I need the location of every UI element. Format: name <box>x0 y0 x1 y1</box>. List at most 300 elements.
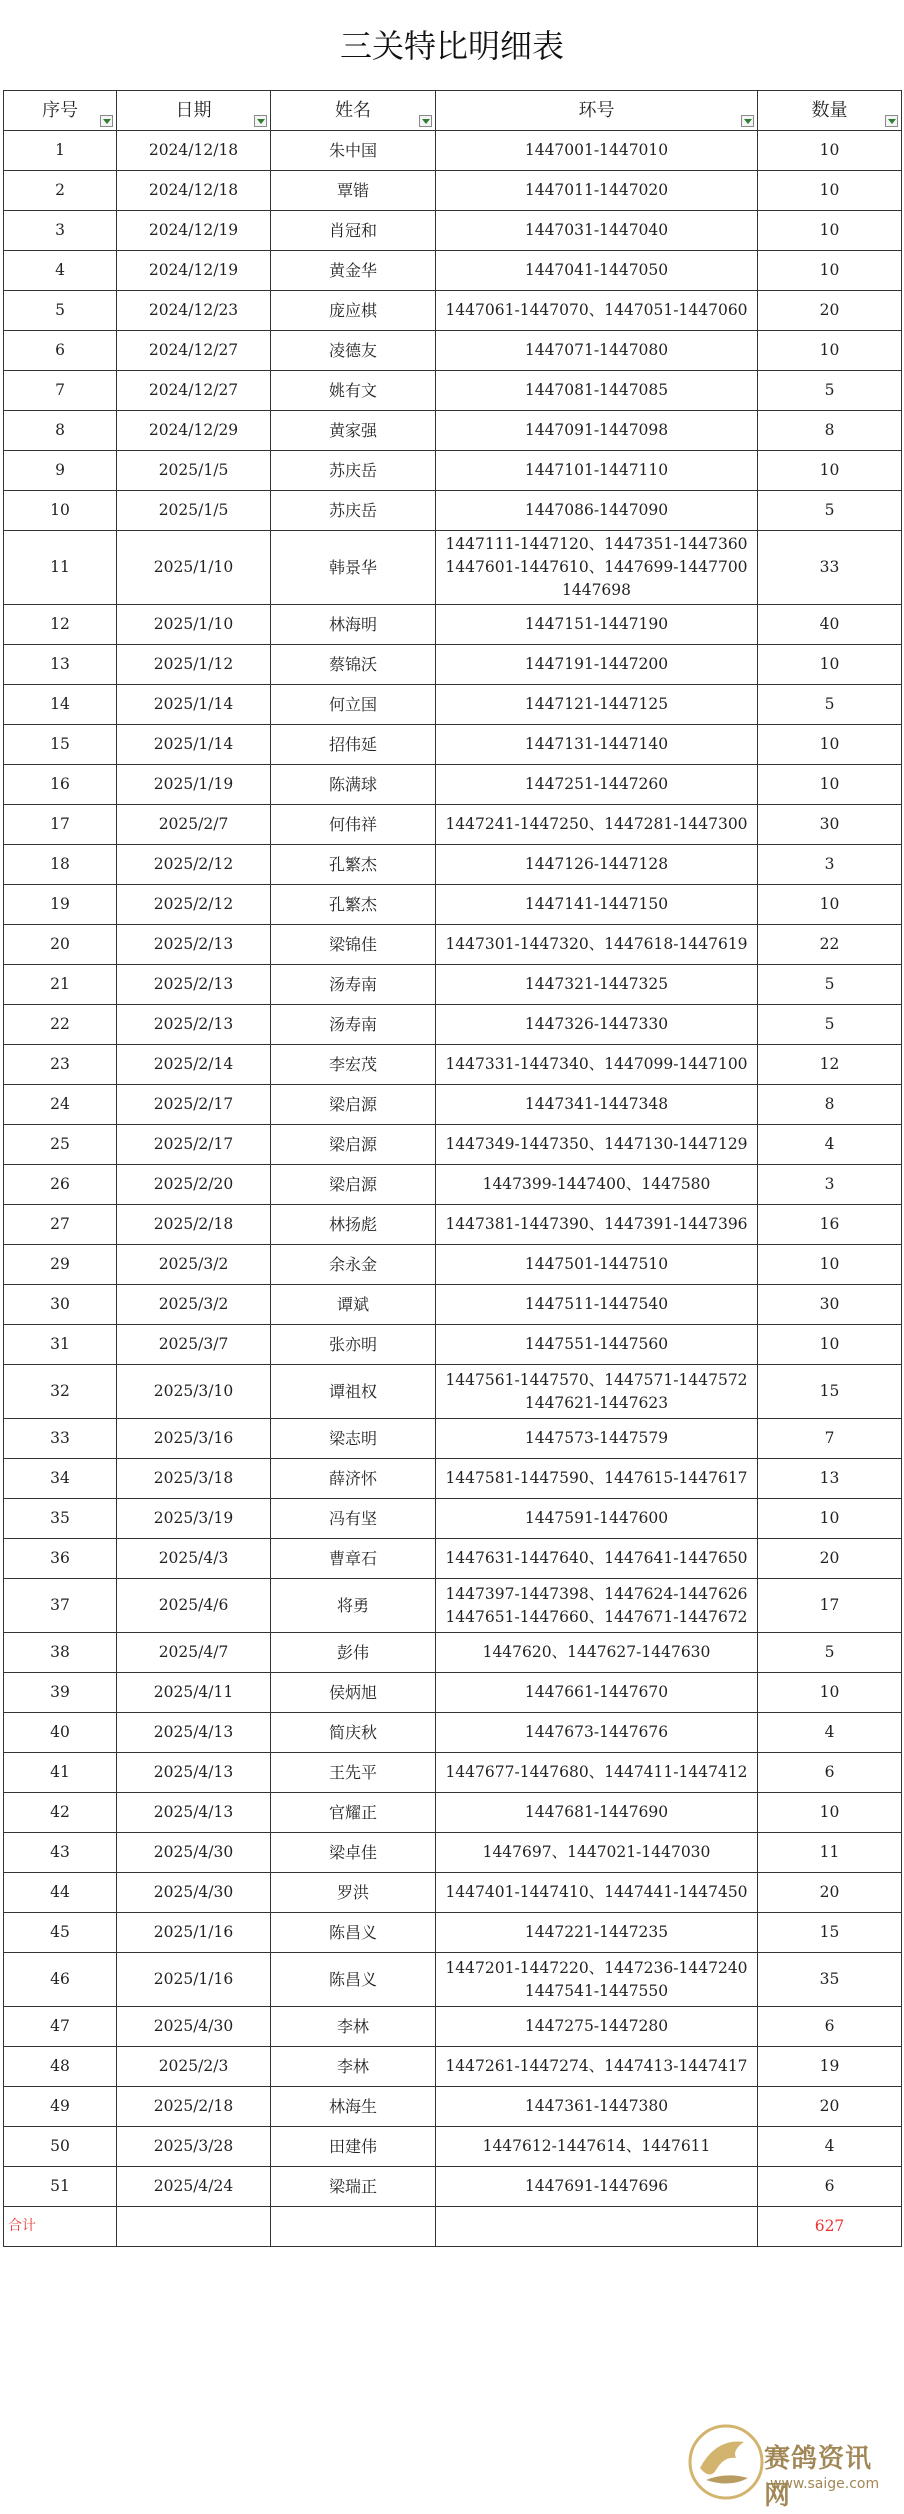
table-row <box>4 2007 902 2047</box>
qty-cell: 33 <box>758 531 902 605</box>
ring-cell <box>436 291 758 331</box>
qty-cell: 30 <box>758 1285 902 1325</box>
table-row <box>4 1913 902 1953</box>
seq-cell: 6 <box>4 331 117 371</box>
date-cell: 2025/4/3 <box>117 1539 271 1579</box>
table-row <box>4 1873 902 1913</box>
name-cell: 彭伟 <box>271 1633 436 1673</box>
table-row <box>4 1459 902 1499</box>
ring-cell <box>436 411 758 451</box>
seq-cell: 2 <box>4 171 117 211</box>
ring-cell <box>436 371 758 411</box>
table-row <box>4 1045 902 1085</box>
date-cell: 2025/2/12 <box>117 845 271 885</box>
date-cell: 2024/12/27 <box>117 331 271 371</box>
name-cell: 朱中国 <box>271 131 436 171</box>
name-cell: 姚有文 <box>271 371 436 411</box>
ring-line: 1447111-1447120、1447351-1447360 <box>445 535 748 553</box>
date-cell: 2025/4/7 <box>117 1633 271 1673</box>
table-row <box>4 1713 902 1753</box>
total-qty: 627 <box>758 2207 902 2247</box>
ring-line: 1447151-1447190 <box>524 615 669 633</box>
ring-line: 1447086-1447090 <box>524 501 669 519</box>
qty-cell: 4 <box>758 1125 902 1165</box>
date-cell: 2025/3/10 <box>117 1365 271 1419</box>
qty-cell: 20 <box>758 1539 902 1579</box>
ring-line: 1447191-1447200 <box>524 655 669 673</box>
ring-cell <box>436 1125 758 1165</box>
filter-dropdown-icon[interactable] <box>885 115 898 127</box>
ring-cell <box>436 1499 758 1539</box>
total-label: 合计 <box>4 2207 117 2247</box>
name-cell: 余永金 <box>271 1245 436 1285</box>
table-row <box>4 1579 902 1633</box>
ring-cell <box>436 1793 758 1833</box>
qty-cell: 5 <box>758 1633 902 1673</box>
header-name <box>271 91 436 131</box>
ring-cell <box>436 491 758 531</box>
ring-cell <box>436 1833 758 1873</box>
date-cell: 2024/12/18 <box>117 131 271 171</box>
ring-line: 1447241-1447250、1447281-1447300 <box>445 815 748 833</box>
ring-cell <box>436 805 758 845</box>
qty-cell: 6 <box>758 1753 902 1793</box>
qty-cell: 6 <box>758 2007 902 2047</box>
name-cell: 将勇 <box>271 1579 436 1633</box>
total-empty-cell <box>117 2207 271 2247</box>
name-cell: 覃锴 <box>271 171 436 211</box>
ring-line: 1447691-1447696 <box>524 2177 669 2195</box>
date-cell: 2025/3/2 <box>117 1245 271 1285</box>
ring-line: 1447275-1447280 <box>524 2017 669 2035</box>
ring-line: 1447041-1447050 <box>524 261 669 279</box>
seq-cell: 1 <box>4 131 117 171</box>
seq-cell: 7 <box>4 371 117 411</box>
table-row <box>4 1539 902 1579</box>
ring-cell <box>436 251 758 291</box>
ring-cell <box>436 1633 758 1673</box>
table-row <box>4 1085 902 1125</box>
name-cell: 李宏茂 <box>271 1045 436 1085</box>
qty-cell: 4 <box>758 2127 902 2167</box>
watermark <box>686 2418 896 2510</box>
date-cell: 2025/1/14 <box>117 725 271 765</box>
name-cell: 林扬彪 <box>271 1205 436 1245</box>
ring-line: 1447011-1447020 <box>524 181 669 199</box>
ring-line: 1447001-1447010 <box>524 141 669 159</box>
table-row <box>4 171 902 211</box>
header-row <box>4 91 902 131</box>
name-cell: 黄家强 <box>271 411 436 451</box>
ring-cell <box>436 845 758 885</box>
date-cell: 2024/12/19 <box>117 211 271 251</box>
name-cell: 汤寿南 <box>271 1005 436 1045</box>
seq-cell: 44 <box>4 1873 117 1913</box>
qty-cell: 10 <box>758 251 902 291</box>
table-row <box>4 1633 902 1673</box>
name-cell: 梁锦佳 <box>271 925 436 965</box>
ring-line: 1447612-1447614、1447611 <box>482 2137 711 2155</box>
table-row <box>4 411 902 451</box>
name-cell: 梁志明 <box>271 1419 436 1459</box>
header-date-label: 日期 <box>175 100 212 121</box>
table-row <box>4 765 902 805</box>
table-row <box>4 1419 902 1459</box>
name-cell: 苏庆岳 <box>271 491 436 531</box>
table-row <box>4 1953 902 2007</box>
name-cell: 梁卓佳 <box>271 1833 436 1873</box>
table-row <box>4 371 902 411</box>
date-cell: 2025/2/14 <box>117 1045 271 1085</box>
ring-line: 1447326-1447330 <box>524 1015 669 1033</box>
name-cell: 肖冠和 <box>271 211 436 251</box>
qty-cell: 10 <box>758 211 902 251</box>
name-cell: 梁瑞正 <box>271 2167 436 2207</box>
name-cell: 陈满球 <box>271 765 436 805</box>
name-cell: 韩景华 <box>271 531 436 605</box>
date-cell: 2025/3/19 <box>117 1499 271 1539</box>
table-row <box>4 1499 902 1539</box>
date-cell: 2025/3/16 <box>117 1419 271 1459</box>
ring-line: 1447501-1447510 <box>524 1255 669 1273</box>
seq-cell: 3 <box>4 211 117 251</box>
ring-cell <box>436 2087 758 2127</box>
qty-cell: 5 <box>758 685 902 725</box>
table-row <box>4 1165 902 1205</box>
seq-cell: 42 <box>4 1793 117 1833</box>
table-row <box>4 965 902 1005</box>
seq-cell: 38 <box>4 1633 117 1673</box>
seq-cell: 32 <box>4 1365 117 1419</box>
date-cell: 2024/12/18 <box>117 171 271 211</box>
ring-cell <box>436 1673 758 1713</box>
dove-logo-icon <box>686 2418 764 2506</box>
date-cell: 2024/12/23 <box>117 291 271 331</box>
date-cell: 2025/2/13 <box>117 965 271 1005</box>
header-seq <box>4 91 117 131</box>
date-cell: 2025/1/14 <box>117 685 271 725</box>
ring-cell <box>436 685 758 725</box>
table-row <box>4 451 902 491</box>
qty-cell: 19 <box>758 2047 902 2087</box>
ring-line: 1447031-1447040 <box>524 221 669 239</box>
ring-line: 1447201-1447220、1447236-1447240 <box>445 1958 748 1977</box>
ring-cell <box>436 1459 758 1499</box>
ring-cell <box>436 725 758 765</box>
table-row <box>4 925 902 965</box>
table-row <box>4 251 902 291</box>
ring-cell <box>436 645 758 685</box>
name-cell: 梁启源 <box>271 1165 436 1205</box>
seq-cell: 51 <box>4 2167 117 2207</box>
qty-cell: 22 <box>758 925 902 965</box>
date-cell: 2025/1/5 <box>117 451 271 491</box>
qty-cell: 17 <box>758 1579 902 1633</box>
qty-cell: 20 <box>758 2087 902 2127</box>
ring-line: 1447221-1447235 <box>524 1923 669 1941</box>
ring-cell <box>436 2047 758 2087</box>
qty-cell: 3 <box>758 845 902 885</box>
date-cell: 2025/1/10 <box>117 605 271 645</box>
date-cell: 2024/12/29 <box>117 411 271 451</box>
name-cell: 何立国 <box>271 685 436 725</box>
header-date <box>117 91 271 131</box>
header-qty-label: 数量 <box>811 100 848 121</box>
seq-cell: 29 <box>4 1245 117 1285</box>
header-ring <box>436 91 758 131</box>
ring-line: 1447541-1447550 <box>524 1981 669 2000</box>
seq-cell: 30 <box>4 1285 117 1325</box>
seq-cell: 10 <box>4 491 117 531</box>
ring-line: 1447061-1447070、1447051-1447060 <box>445 301 748 319</box>
ring-line: 1447301-1447320、1447618-1447619 <box>445 935 748 953</box>
seq-cell: 21 <box>4 965 117 1005</box>
header-seq-label: 序号 <box>42 100 78 121</box>
qty-cell: 8 <box>758 411 902 451</box>
date-cell: 2025/2/7 <box>117 805 271 845</box>
ring-cell <box>436 171 758 211</box>
qty-cell: 5 <box>758 1005 902 1045</box>
ring-cell <box>436 1713 758 1753</box>
name-cell: 谭斌 <box>271 1285 436 1325</box>
seq-cell: 43 <box>4 1833 117 1873</box>
seq-cell: 22 <box>4 1005 117 1045</box>
seq-cell: 26 <box>4 1165 117 1205</box>
seq-cell: 18 <box>4 845 117 885</box>
ring-line: 1447121-1447125 <box>524 695 669 713</box>
ring-cell <box>436 531 758 605</box>
table-row <box>4 211 902 251</box>
name-cell: 薛济怀 <box>271 1459 436 1499</box>
ring-line: 1447091-1447098 <box>524 421 669 439</box>
filter-dropdown-icon[interactable] <box>254 115 267 127</box>
date-cell: 2025/4/13 <box>117 1713 271 1753</box>
qty-cell: 3 <box>758 1165 902 1205</box>
ring-line: 1447511-1447540 <box>524 1295 669 1313</box>
seq-cell: 19 <box>4 885 117 925</box>
qty-cell: 10 <box>758 331 902 371</box>
ring-line: 1447677-1447680、1447411-1447412 <box>445 1763 748 1781</box>
date-cell: 2024/12/27 <box>117 371 271 411</box>
seq-cell: 23 <box>4 1045 117 1085</box>
name-cell: 梁启源 <box>271 1085 436 1125</box>
ring-line: 1447601-1447610、1447699-1447700 <box>445 558 748 576</box>
filter-dropdown-icon[interactable] <box>741 115 754 127</box>
ring-cell <box>436 1419 758 1459</box>
name-cell: 曹章石 <box>271 1539 436 1579</box>
date-cell: 2025/1/16 <box>117 1913 271 1953</box>
qty-cell: 12 <box>758 1045 902 1085</box>
table-row <box>4 1753 902 1793</box>
name-cell: 王先平 <box>271 1753 436 1793</box>
date-cell: 2025/2/18 <box>117 2087 271 2127</box>
seq-cell: 25 <box>4 1125 117 1165</box>
qty-cell: 16 <box>758 1205 902 1245</box>
ring-cell <box>436 1285 758 1325</box>
ring-line: 1447551-1447560 <box>524 1335 669 1353</box>
date-cell: 2025/3/28 <box>117 2127 271 2167</box>
table-row <box>4 1833 902 1873</box>
qty-cell: 10 <box>758 765 902 805</box>
ring-line: 1447321-1447325 <box>524 975 669 993</box>
ring-line: 1447349-1447350、1447130-1447129 <box>445 1135 748 1153</box>
ring-cell <box>436 1045 758 1085</box>
ring-cell <box>436 1005 758 1045</box>
table-row <box>4 2087 902 2127</box>
ring-line: 1447681-1447690 <box>524 1803 669 1821</box>
table-row <box>4 291 902 331</box>
seq-cell: 5 <box>4 291 117 331</box>
ring-cell <box>436 1539 758 1579</box>
ring-cell <box>436 1365 758 1419</box>
date-cell: 2025/2/18 <box>117 1205 271 1245</box>
table-row <box>4 1245 902 1285</box>
ring-line: 1447101-1447110 <box>524 461 669 479</box>
name-cell: 李林 <box>271 2007 436 2047</box>
ring-cell <box>436 211 758 251</box>
ring-cell <box>436 1245 758 1285</box>
qty-cell: 5 <box>758 965 902 1005</box>
ring-line: 1447399-1447400、1447580 <box>482 1175 711 1193</box>
total-empty-cell <box>271 2207 436 2247</box>
qty-cell: 8 <box>758 1085 902 1125</box>
ring-line: 1447081-1447085 <box>524 381 669 399</box>
filter-dropdown-icon[interactable] <box>419 115 432 127</box>
ring-line: 1447573-1447579 <box>524 1429 669 1447</box>
date-cell: 2025/1/10 <box>117 531 271 605</box>
table-row <box>4 1285 902 1325</box>
table-row <box>4 805 902 845</box>
date-cell: 2025/1/5 <box>117 491 271 531</box>
name-cell: 庞应棋 <box>271 291 436 331</box>
name-cell: 冯有坚 <box>271 1499 436 1539</box>
name-cell: 田建伟 <box>271 2127 436 2167</box>
ring-cell <box>436 765 758 805</box>
seq-cell: 14 <box>4 685 117 725</box>
ring-cell <box>436 1205 758 1245</box>
qty-cell: 15 <box>758 1365 902 1419</box>
name-cell: 谭祖权 <box>271 1365 436 1419</box>
qty-cell: 10 <box>758 885 902 925</box>
ring-cell <box>436 131 758 171</box>
table-row <box>4 131 902 171</box>
seq-cell: 15 <box>4 725 117 765</box>
ring-cell <box>436 1753 758 1793</box>
date-cell: 2025/1/12 <box>117 645 271 685</box>
table-row <box>4 685 902 725</box>
qty-cell: 10 <box>758 1499 902 1539</box>
ring-line: 1447673-1447676 <box>524 1723 669 1741</box>
seq-cell: 37 <box>4 1579 117 1633</box>
ring-line: 1447071-1447080 <box>524 341 669 359</box>
qty-cell: 15 <box>758 1913 902 1953</box>
ring-cell <box>436 605 758 645</box>
ring-line: 1447621-1447623 <box>524 1393 669 1412</box>
table-row <box>4 2167 902 2207</box>
filter-dropdown-icon[interactable] <box>100 115 113 127</box>
table-row <box>4 2127 902 2167</box>
table-row <box>4 1125 902 1165</box>
table-row <box>4 1365 902 1419</box>
date-cell: 2025/2/13 <box>117 1005 271 1045</box>
ring-line: 1447561-1447570、1447571-1447572 <box>445 1370 748 1389</box>
ring-cell <box>436 331 758 371</box>
qty-cell: 30 <box>758 805 902 845</box>
seq-cell: 11 <box>4 531 117 605</box>
qty-cell: 5 <box>758 491 902 531</box>
name-cell: 汤寿南 <box>271 965 436 1005</box>
date-cell: 2025/1/16 <box>117 1953 271 2007</box>
table-row <box>4 531 902 605</box>
ring-cell <box>436 1913 758 1953</box>
name-cell: 简庆秋 <box>271 1713 436 1753</box>
ring-cell <box>436 1953 758 2007</box>
date-cell: 2025/2/17 <box>117 1125 271 1165</box>
qty-cell: 10 <box>758 1325 902 1365</box>
qty-cell: 7 <box>758 1419 902 1459</box>
ring-line: 1447251-1447260 <box>524 775 669 793</box>
name-cell: 罗洪 <box>271 1873 436 1913</box>
table-row <box>4 645 902 685</box>
seq-cell: 49 <box>4 2087 117 2127</box>
ring-line: 1447331-1447340、1447099-1447100 <box>445 1055 748 1073</box>
ring-line: 1447126-1447128 <box>524 855 669 873</box>
qty-cell: 13 <box>758 1459 902 1499</box>
seq-cell: 50 <box>4 2127 117 2167</box>
table-row <box>4 331 902 371</box>
watermark-name: 赛鸽资讯网 <box>764 2444 873 2511</box>
date-cell: 2025/2/20 <box>117 1165 271 1205</box>
ring-line: 1447341-1447348 <box>524 1095 669 1113</box>
seq-cell: 16 <box>4 765 117 805</box>
table-row <box>4 885 902 925</box>
seq-cell: 8 <box>4 411 117 451</box>
date-cell: 2025/3/7 <box>117 1325 271 1365</box>
seq-cell: 31 <box>4 1325 117 1365</box>
date-cell: 2025/4/30 <box>117 2007 271 2047</box>
table-row <box>4 1673 902 1713</box>
table-row <box>4 605 902 645</box>
qty-cell: 10 <box>758 1673 902 1713</box>
qty-cell: 4 <box>758 1713 902 1753</box>
ring-line: 1447131-1447140 <box>524 735 669 753</box>
qty-cell: 10 <box>758 1793 902 1833</box>
ring-cell <box>436 1165 758 1205</box>
ring-line: 1447591-1447600 <box>524 1509 669 1527</box>
ring-cell <box>436 925 758 965</box>
date-cell: 2025/4/13 <box>117 1793 271 1833</box>
name-cell: 陈昌义 <box>271 1913 436 1953</box>
table-row <box>4 845 902 885</box>
qty-cell: 5 <box>758 371 902 411</box>
ring-cell <box>436 885 758 925</box>
table-row <box>4 1005 902 1045</box>
name-cell: 凌德友 <box>271 331 436 371</box>
seq-cell: 40 <box>4 1713 117 1753</box>
name-cell: 蔡锦沃 <box>271 645 436 685</box>
qty-cell: 20 <box>758 291 902 331</box>
seq-cell: 47 <box>4 2007 117 2047</box>
ring-cell <box>436 1325 758 1365</box>
name-cell: 孔繁杰 <box>271 845 436 885</box>
seq-cell: 48 <box>4 2047 117 2087</box>
table-row <box>4 725 902 765</box>
qty-cell: 10 <box>758 171 902 211</box>
qty-cell: 10 <box>758 645 902 685</box>
name-cell: 张亦明 <box>271 1325 436 1365</box>
qty-cell: 10 <box>758 451 902 491</box>
table-row <box>4 2047 902 2087</box>
